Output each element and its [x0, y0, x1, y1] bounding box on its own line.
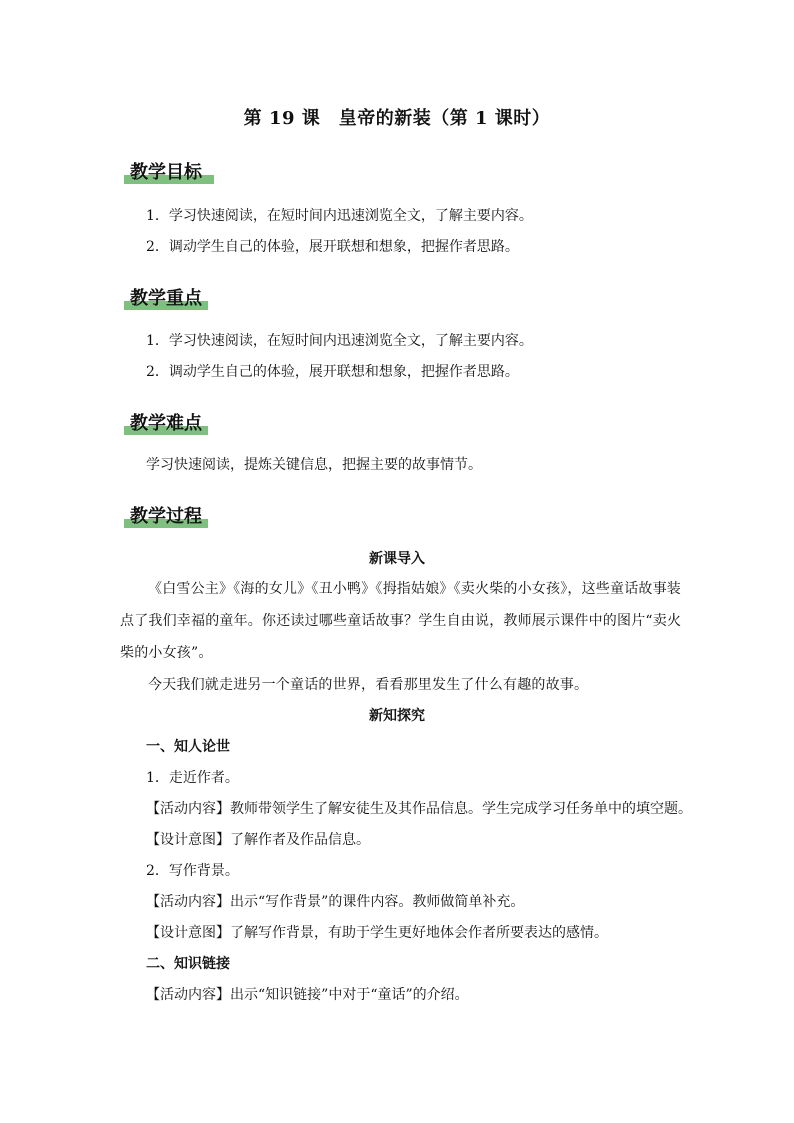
- design-1: 【设计意图】了解作者及作品信息。: [146, 832, 370, 848]
- activity-3: 【活动内容】出示“知识链接”中对于“童话”的介绍。: [146, 987, 469, 1003]
- difficulty-text: 学习快速阅读，提炼关键信息，把握主要的故事情节。: [146, 457, 482, 473]
- part-2-heading: 二、知识链接: [146, 956, 230, 972]
- section-heading-difficulties: 教学难点: [124, 409, 202, 437]
- item-2: 2．写作背景。: [146, 863, 239, 879]
- part-1-heading: 一、知人论世: [146, 739, 230, 755]
- design-2: 【设计意图】了解写作背景，有助于学生更好地体会作者所要表达的感情。: [146, 925, 608, 941]
- key-point-item-2: 2．调动学生自己的体验，展开联想和想象，把握作者思路。: [146, 364, 519, 380]
- explore-title: 新知探究: [369, 708, 425, 724]
- page-title: 第 19 课 皇帝的新装（第 1 课时）: [243, 108, 551, 129]
- section-heading-process: 教学过程: [124, 502, 202, 530]
- goal-item-1: 1．学习快速阅读，在短时间内迅速浏览全文，了解主要内容。: [146, 208, 533, 224]
- item-1: 1．走近作者。: [146, 770, 239, 786]
- section-heading-key-points: 教学重点: [124, 284, 202, 312]
- section-heading-goals: 教学目标: [124, 158, 202, 186]
- activity-1: 【活动内容】教师带领学生了解安徒生及其作品信息。学生完成学习任务单中的填空题。: [146, 801, 692, 817]
- activity-2: 【活动内容】出示“写作背景”的课件内容。教师做简单补充。: [146, 894, 525, 910]
- key-point-item-1: 1．学习快速阅读，在短时间内迅速浏览全文，了解主要内容。: [146, 333, 533, 349]
- intro-title: 新课导入: [369, 551, 425, 567]
- intro-paragraph-1: 《白雪公主》《海的女儿》《丑小鸭》《拇指姑娘》《卖火柴的小女孩》，这些童话故事装点了我们幸福的童年。你还读过哪些童话故事？学生自由说，教师展示课件中的图片“卖火柴的小女孩”。: [120, 581, 682, 661]
- intro-paragraph-2: 今天我们就走进另一个童话的世界，看看那里发生了什么有趣的故事。: [148, 677, 589, 693]
- goal-item-2: 2．调动学生自己的体验，展开联想和想象，把握作者思路。: [146, 239, 519, 255]
